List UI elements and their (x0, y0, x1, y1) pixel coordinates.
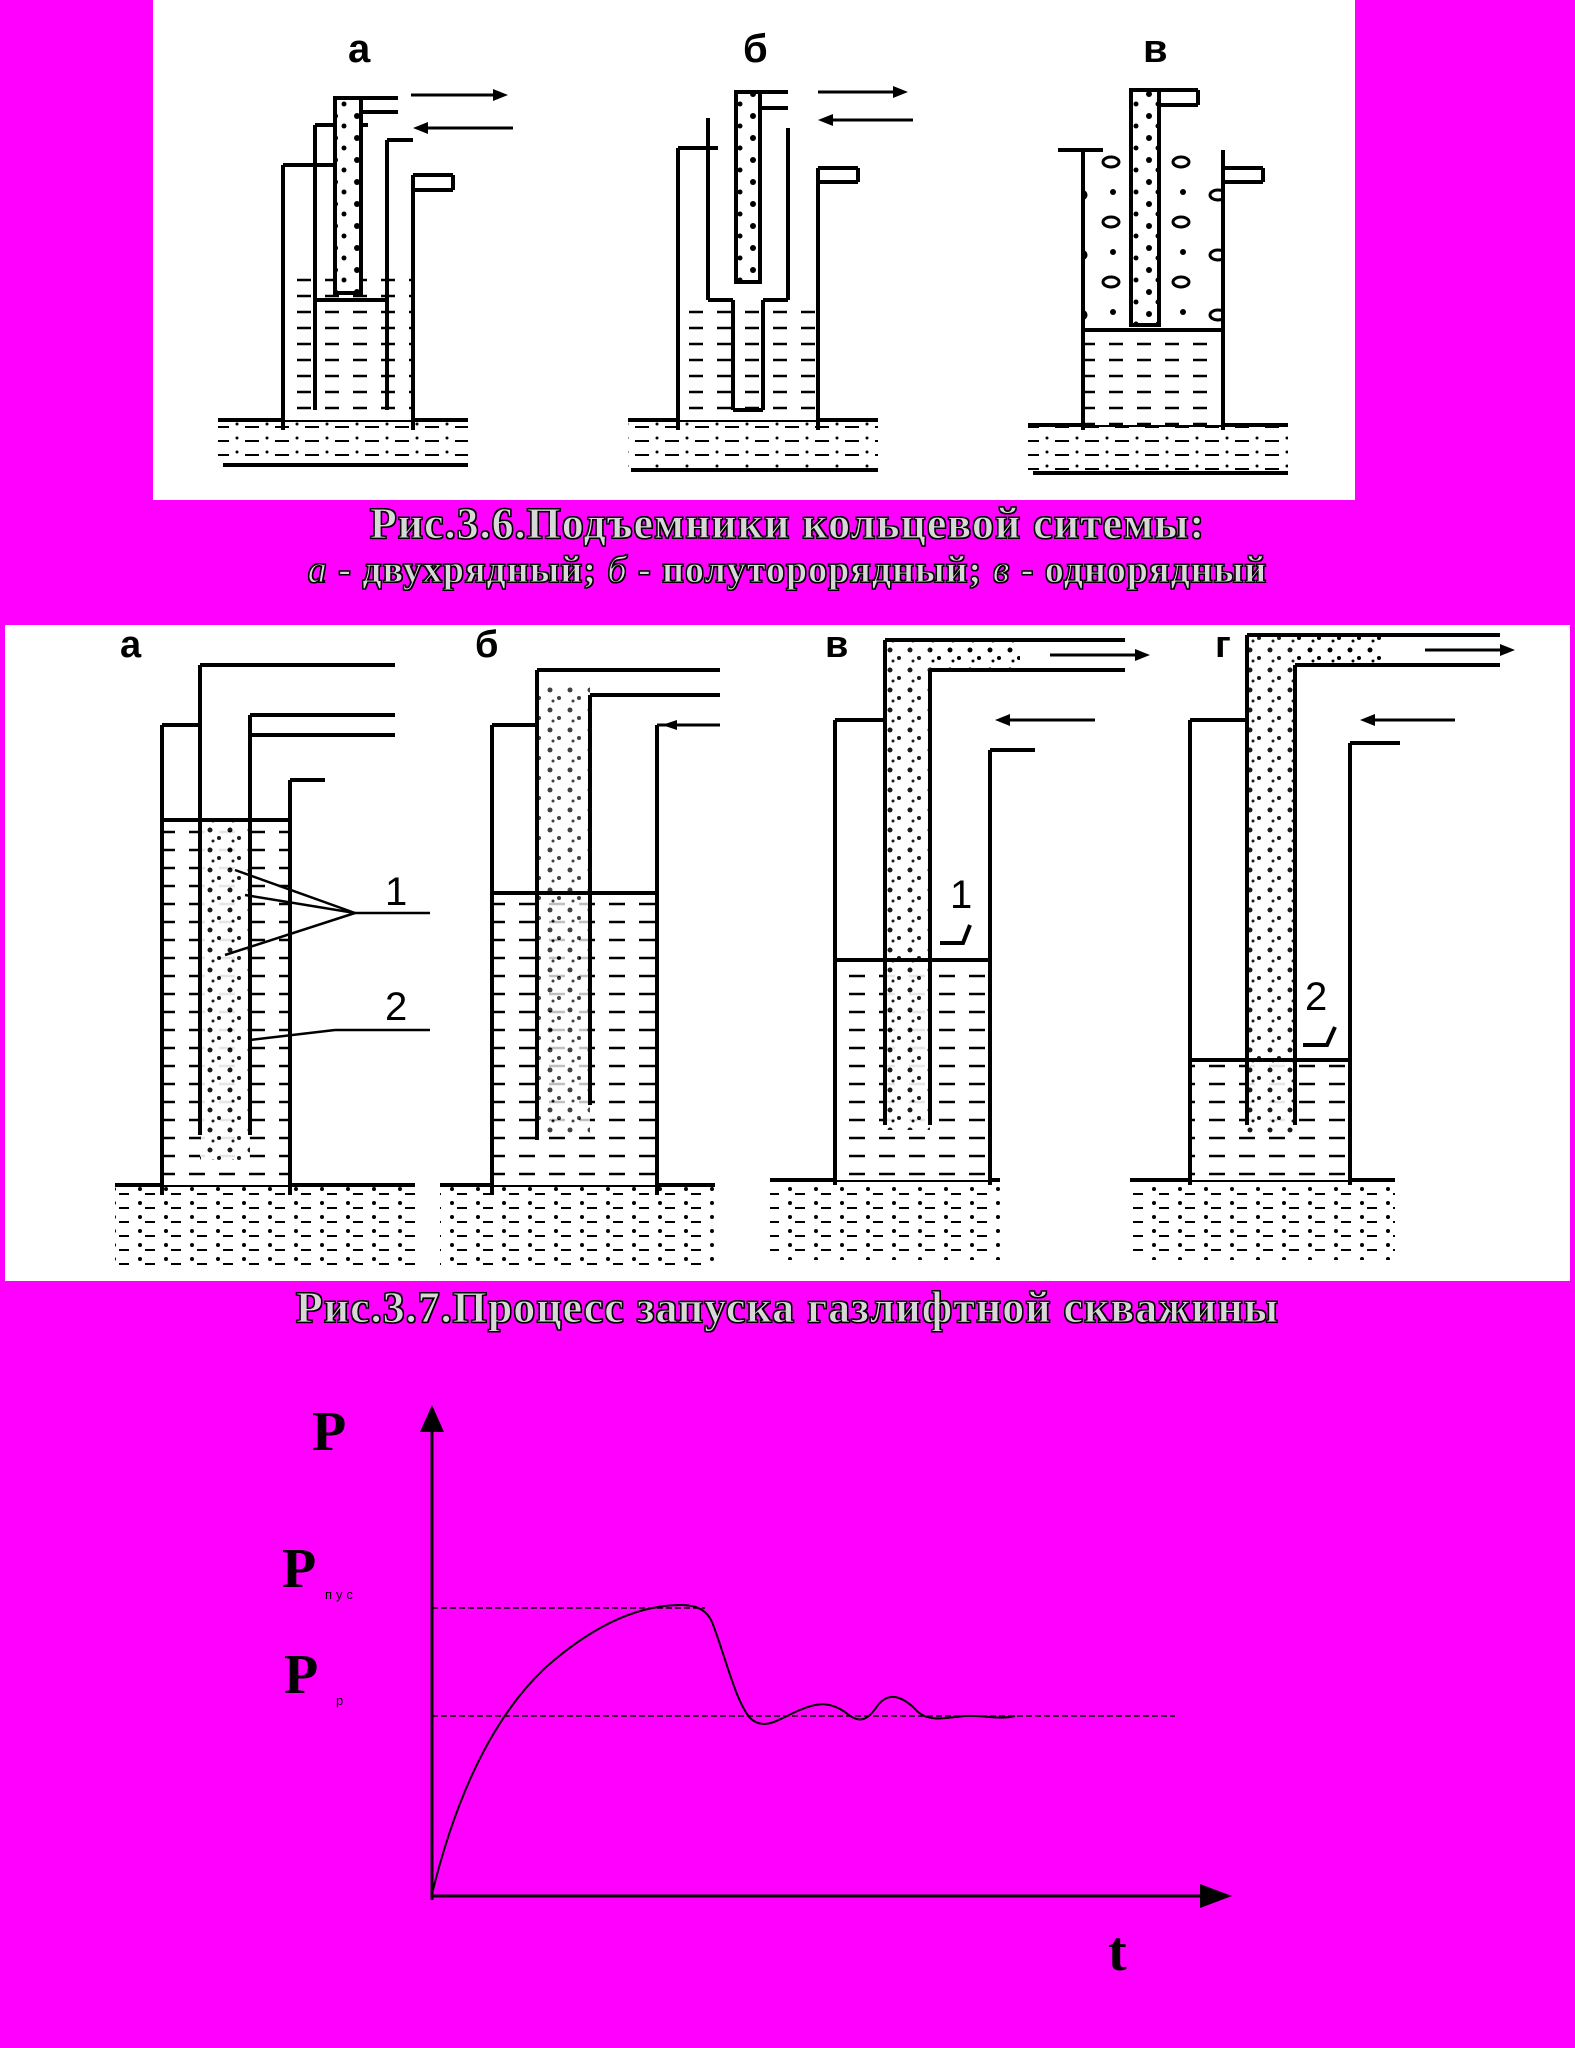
fig36-label-v: в (1143, 27, 1168, 71)
well-b-half-row (628, 86, 913, 470)
fig37-callout-1a: 1 (385, 870, 408, 914)
fig37-callout-2g: 2 (1305, 975, 1328, 1019)
fig36-caption-letter-v: в (992, 549, 1011, 591)
well-v-one-row (1028, 90, 1288, 473)
fig37-label-v: в (825, 625, 849, 666)
fig37-callout-2a: 2 (385, 985, 408, 1029)
well-a-two-row (218, 89, 513, 465)
fig36-caption-legend (0, 548, 1575, 592)
fig37-caption: Рис.3.7.Процесс запуска газлифтной скважины (295, 1283, 1280, 1332)
start-stage-v (770, 640, 1150, 1260)
fig36-label-a: а (348, 27, 371, 71)
start-stage-g (1130, 635, 1515, 1260)
working-pressure-sub: р (336, 1693, 344, 1708)
fig36-caption-letter-a: а (307, 549, 328, 591)
start-stage-a (115, 665, 430, 1265)
fig36-caption-text-a: - двухрядный; (327, 549, 608, 591)
fig36-caption-title: Рис.3.6.Подъемники кольцевой ситемы: (369, 499, 1206, 548)
figure-3-6-drawing (153, 0, 1355, 500)
figure-3-7-panel (5, 625, 1570, 1281)
pressure-curve (432, 1605, 1015, 1894)
figure-3-7-drawing (5, 625, 1570, 1281)
fig36-label-b: б (743, 27, 768, 71)
fig36-caption-text-v: - однорядный (1010, 549, 1268, 591)
fig36-caption-letter-b: б (607, 549, 628, 591)
figure-3-6-panel (153, 0, 1355, 500)
x-axis-label: t (1108, 1921, 1127, 1983)
x-axis-arrow (1200, 1884, 1232, 1908)
launch-pressure-label: P (282, 1538, 317, 1600)
y-axis-arrow (420, 1405, 444, 1432)
fig36-caption-text-b: - полуторорядный; (627, 549, 993, 591)
y-axis-label: P (312, 1401, 347, 1463)
pressure-graph (0, 1400, 1575, 2000)
fig37-label-g: г (1215, 625, 1231, 666)
launch-pressure-sub: пус (325, 1587, 357, 1602)
fig37-label-b: б (475, 625, 499, 666)
working-pressure-label: P (284, 1644, 319, 1706)
fig37-callout-1v: 1 (950, 873, 973, 917)
fig37-label-a: а (120, 625, 142, 666)
start-stage-b (440, 670, 720, 1265)
